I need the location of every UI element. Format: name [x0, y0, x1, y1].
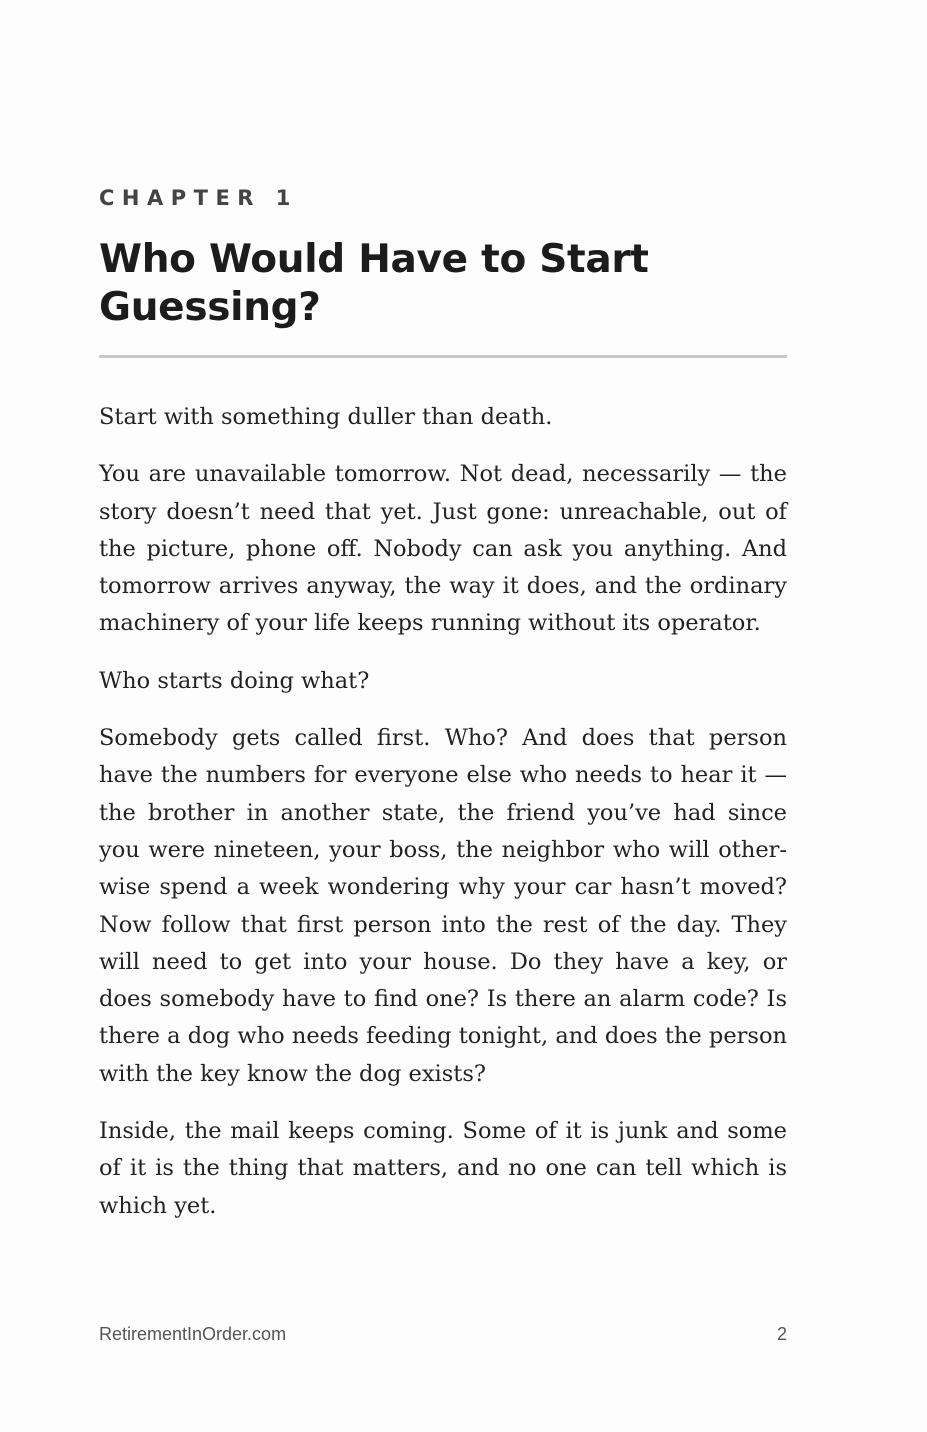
- paragraph: Start with something duller than death.: [99, 404, 553, 430]
- chapter-title: Who Would Have to Start Guessing?: [99, 237, 649, 330]
- paragraph: Somebody gets called first. Who? And does that person have the numbers for everyone else who needs to hear it — the brother in another state, the friend you’ve had since you were nineteen, your boss, the neighbor who will otherwise spend a week wondering why your car hasn’t moved? Now follow that first person into the rest of the day. They will need to get into your house. Do they have a key, or does somebody have to find one? Is there an alarm code? Is there a dog who needs feeding tonight, and does the person with the key know the dog exists?: [99, 725, 787, 1087]
- page-number: 2: [776, 1324, 787, 1344]
- book-page: [99, 0, 787, 1432]
- chapter-label: CHAPTER 1: [99, 186, 298, 210]
- chapter-body: [99, 399, 787, 1245]
- footer-site-url: RetirementInOrder.com: [99, 1324, 287, 1344]
- paragraph: Inside, the mail keeps coming. Some of it is junk and some of it is the thing that matters, and no one can tell which is which yet.: [99, 1118, 787, 1219]
- paragraph: You are unavailable tomorrow. Not dead, necessarily — the story doesn’t need that yet. Just gone: unreachable, out of the picture, phone off. Nobody can ask you anything. And tomorrow arrives anyway, the way it does, and the ordinary machinery of your life keeps running without its operator.: [99, 461, 787, 637]
- paragraph: Who starts doing what?: [99, 667, 370, 694]
- title-divider: [99, 355, 787, 358]
